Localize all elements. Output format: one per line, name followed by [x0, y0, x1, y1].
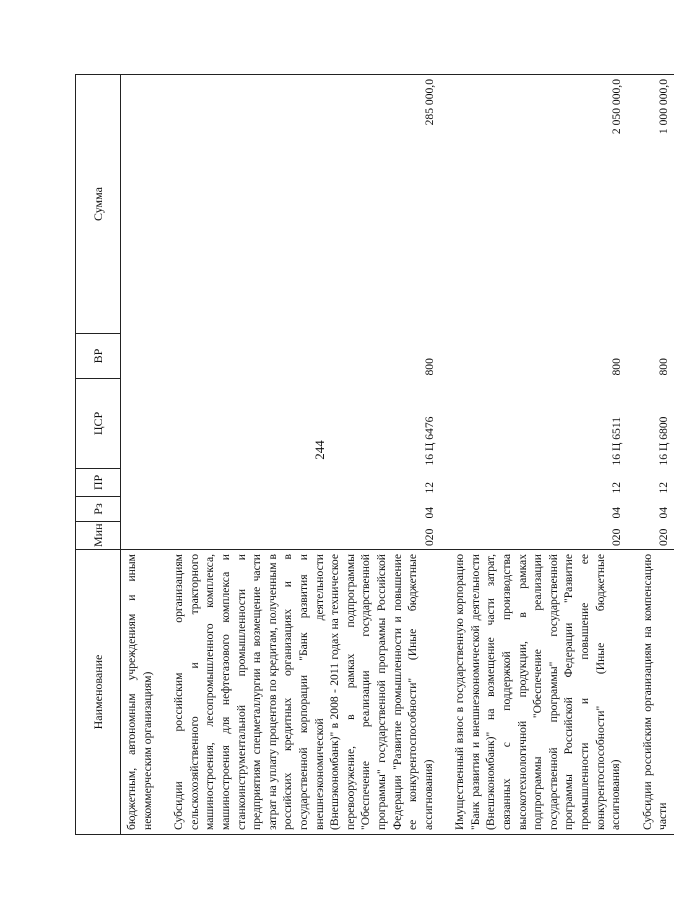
row-name: Имущественный взнос в государственную корпорацию "Банк развития и внешнеэкономической деятельности (Внешэкономбанк)" на возмещение части затрат, связанных с поддержкой производства высокотехнологичной продукции, в рамках подпрограммы "Обеспечение реализации государственной программы" государственной программы Российской Федерации "Развитие промышленности и повышение ее конкурентоспособности" (Иные бюджетные ассигнования) [449, 550, 627, 835]
row-pr [121, 469, 159, 497]
rotated-page-content [75, 75, 671, 835]
table-row [449, 75, 627, 835]
row-name: бюджетным, автономным учреждениям и иным некоммерческим организациям) [121, 550, 159, 835]
row-csr [121, 379, 159, 469]
row-name: Субсидии российским организациям сельскохозяйственного и тракторного машиностроения, лесопромышленного комплекса, машиностроения для нефтегазового комплекса и станкоинструментальной промышленности и предприятиям спецметаллургии на возмещение части затрат на уплату процентов по кредитам, полученным в российских кредитных организациях и в государственной корпорации "Банк развития и внешнеэкономической деятельности (Внешэкономбанк)" в 2008 - 2011 годах на техническое перевооружение, в рамках подпрограммы "Обеспечение реализации государственной программы" государственной программы Российской Федерации "Развитие промышленности и повышение ее конкурентоспособности" (Иные бюджетные ассигнования) [168, 550, 439, 835]
row-pr: 12 [422, 481, 436, 494]
row-min: 020 [610, 528, 624, 546]
row-min: 020 [422, 528, 436, 546]
page-number: 244 [312, 440, 327, 460]
header-min: Мин [76, 522, 121, 550]
row-name: Субсидии российским организациям на компенсацию части [637, 550, 674, 835]
row-gap [158, 75, 168, 835]
header-sum: Сумма [76, 75, 121, 334]
header-vr: ВР [76, 334, 121, 379]
table-row [637, 75, 674, 835]
table-header-row [76, 75, 121, 835]
table-row [168, 75, 439, 835]
row-sum: 2 050 000,0 [449, 75, 627, 334]
row-sum [121, 75, 159, 334]
row-vr: 800 [657, 358, 671, 376]
row-rz: 04 [610, 506, 624, 519]
row-pr: 12 [657, 481, 671, 494]
row-csr: 16 Ц 6476 [422, 416, 436, 466]
row-csr: 16 Ц 6511 [610, 416, 624, 466]
row-pr: 12 [610, 481, 624, 494]
header-pr: ПР [76, 469, 121, 497]
row-csr: 16 Ц 6800 [657, 416, 671, 466]
row-gap [439, 75, 449, 835]
row-gap [627, 75, 637, 835]
row-sum: 1 000 000,0 [637, 75, 674, 334]
row-vr: 800 [610, 358, 624, 376]
table-row [121, 75, 159, 835]
row-rz: 04 [422, 506, 436, 519]
row-vr [121, 334, 159, 379]
header-csr: ЦСР [76, 379, 121, 469]
header-rz: Рз [76, 497, 121, 522]
row-sum: 285 000,0 [168, 75, 439, 334]
budget-table [75, 74, 674, 835]
row-min: 020 [657, 528, 671, 546]
row-rz [121, 497, 159, 522]
row-rz: 04 [657, 506, 671, 519]
row-vr: 800 [422, 358, 436, 376]
header-name: Наименование [76, 550, 121, 835]
row-min [121, 522, 159, 550]
